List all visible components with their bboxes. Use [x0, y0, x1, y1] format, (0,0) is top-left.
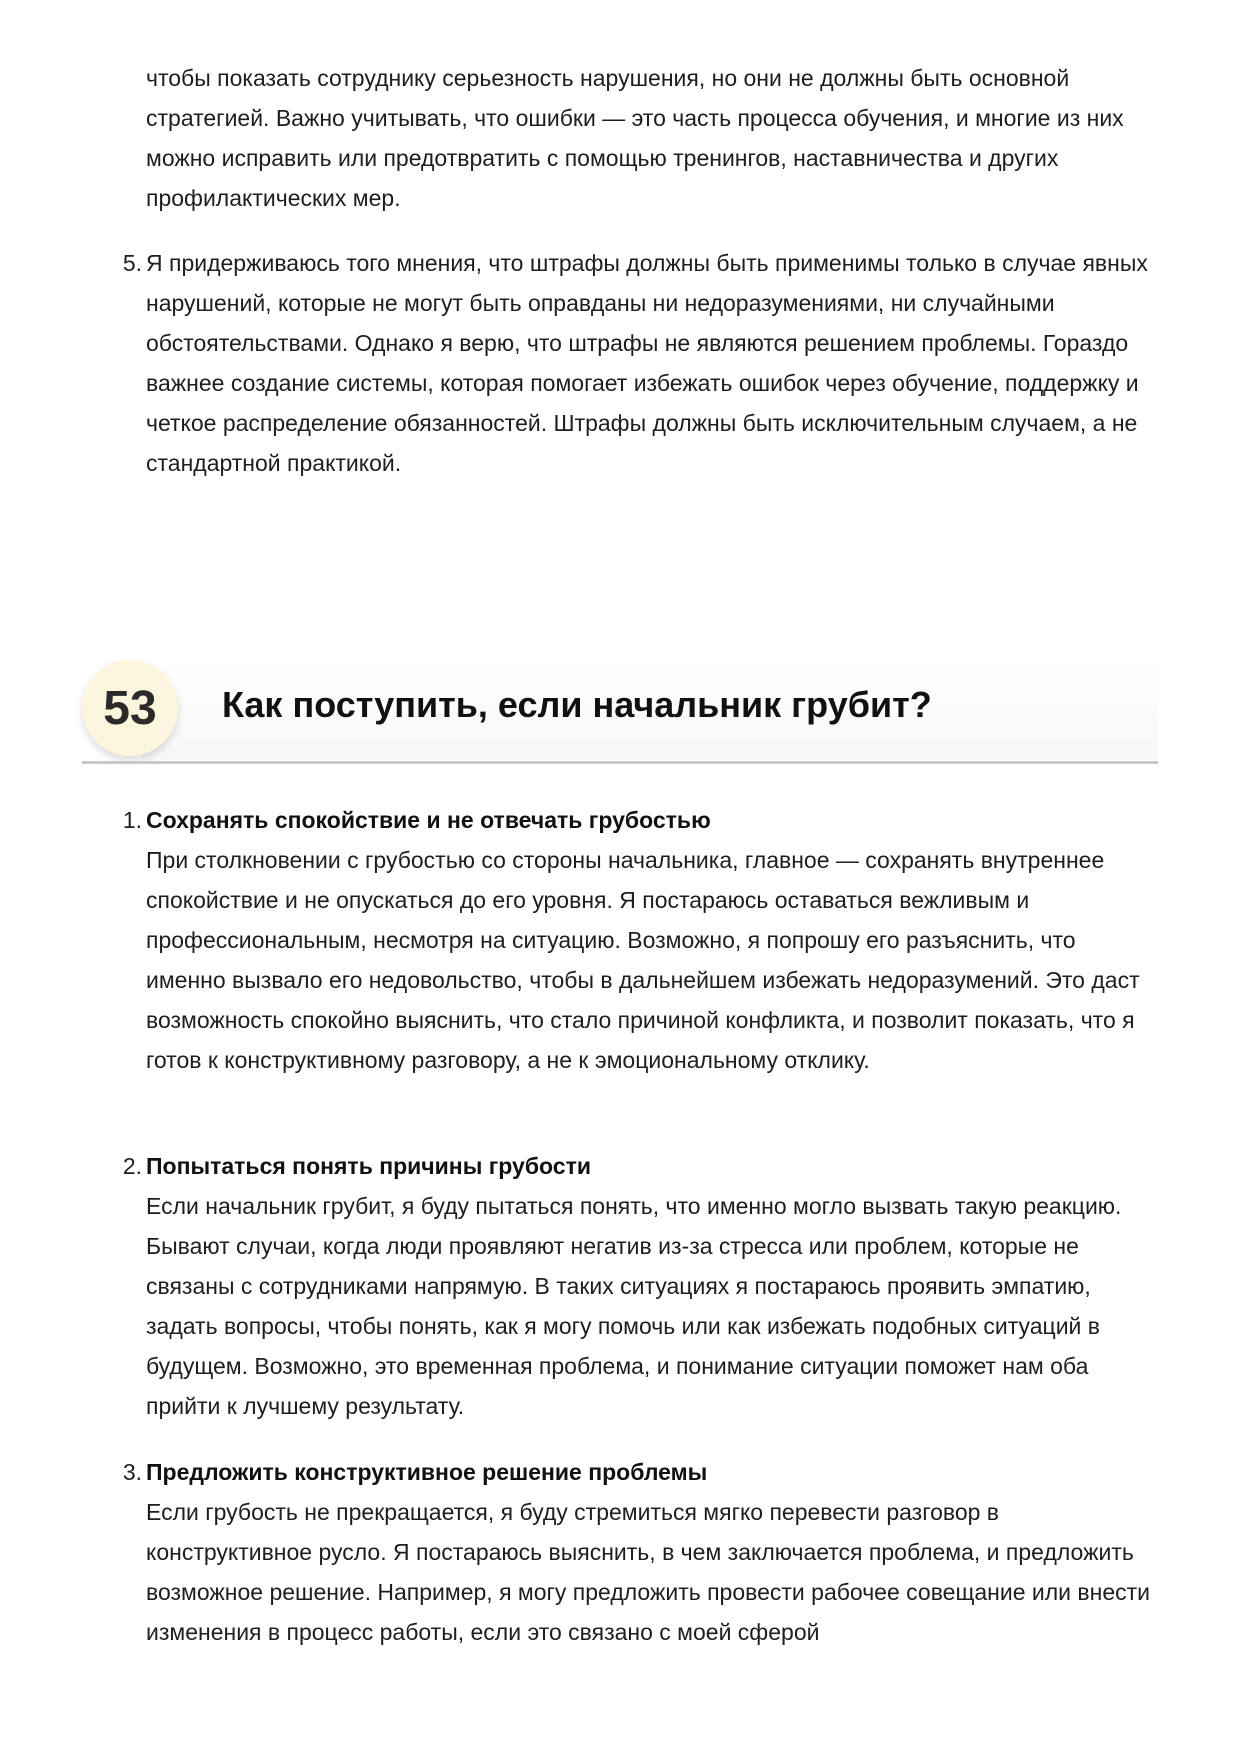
section-header	[82, 660, 1158, 764]
list-item	[122, 1452, 1156, 1652]
list-item-text: Я придерживаюсь того мнения, что штрафы должны быть применимы только в случае явных нарушений, которые не могут быть оправданы ни недоразумениями, ни случайными обстоятельствами. Однако я верю, что штрафы не являются решением проблемы. Гораздо важнее создание системы, которая помогает избежать ошибок через обучение, поддержку и четкое распределение обязанностей. Штрафы должны быть исключительным случаем, а не стандартной практикой.	[146, 250, 1148, 476]
continuation-paragraph: чтобы показать сотруднику серьезность нарушения, но они не должны быть основной стратегией. Важно учитывать, что ошибки — это часть процесса обучения, и многие из них можно исправить или предотвратить с помощью тренингов, наставничества и других профилактических мер.	[146, 65, 1124, 211]
list-item-title: Сохранять спокойствие и не отвечать грубостью	[146, 807, 711, 833]
list-item-number: 1.	[122, 807, 142, 833]
list-item-text: При столкновении с грубостью со стороны начальника, главное — сохранять внутреннее спокойствие и не опускаться до его уровня. Я постараюсь оставаться вежливым и профессиональным, несмотря на ситуацию. Возможно, я попрошу его разъяснить, что именно вызвало его недовольство, чтобы в дальнейшем избежать недоразумений. Это даст возможность спокойно выяснить, что стало причиной конфликта, и позволит показать, что я готов к конструктивному разговору, а не к эмоциональному отклику.	[146, 847, 1140, 1073]
list-item	[122, 800, 1156, 1080]
list-item	[122, 243, 1156, 483]
list-item-number: 3.	[122, 1459, 142, 1485]
list-item	[122, 1146, 1156, 1426]
list-item-text: Если начальник грубит, я буду пытаться понять, что именно могло вызвать такую реакцию. Бывают случаи, когда люди проявляют негатив из-за стресса или проблем, которые не связаны с сотрудниками напрямую. В таких ситуациях я постараюсь проявить эмпатию, задать вопросы, чтобы понять, как я могу помочь или как избежать подобных ситуаций в будущем. Возможно, это временная проблема, и понимание ситуации поможет нам оба прийти к лучшему результату.	[146, 1193, 1122, 1419]
list-item-number: 2.	[122, 1153, 142, 1179]
list-item-title: Попытаться понять причины грубости	[146, 1153, 591, 1179]
section-title: Как поступить, если начальник грубит?	[222, 684, 932, 725]
section-number-badge: 53	[82, 660, 178, 756]
list-item-title: Предложить конструктивное решение проблемы	[146, 1459, 708, 1485]
list-item-number: 5.	[122, 250, 142, 276]
list-item-text: Если грубость не прекращается, я буду стремиться мягко перевести разговор в конструктивное русло. Я постараюсь выяснить, в чем заключается проблема, и предложить возможное решение. Например, я могу предложить провести рабочее совещание или внести изменения в процесс работы, если это связано с моей сферой	[146, 1499, 1151, 1645]
section-divider	[82, 761, 1158, 764]
